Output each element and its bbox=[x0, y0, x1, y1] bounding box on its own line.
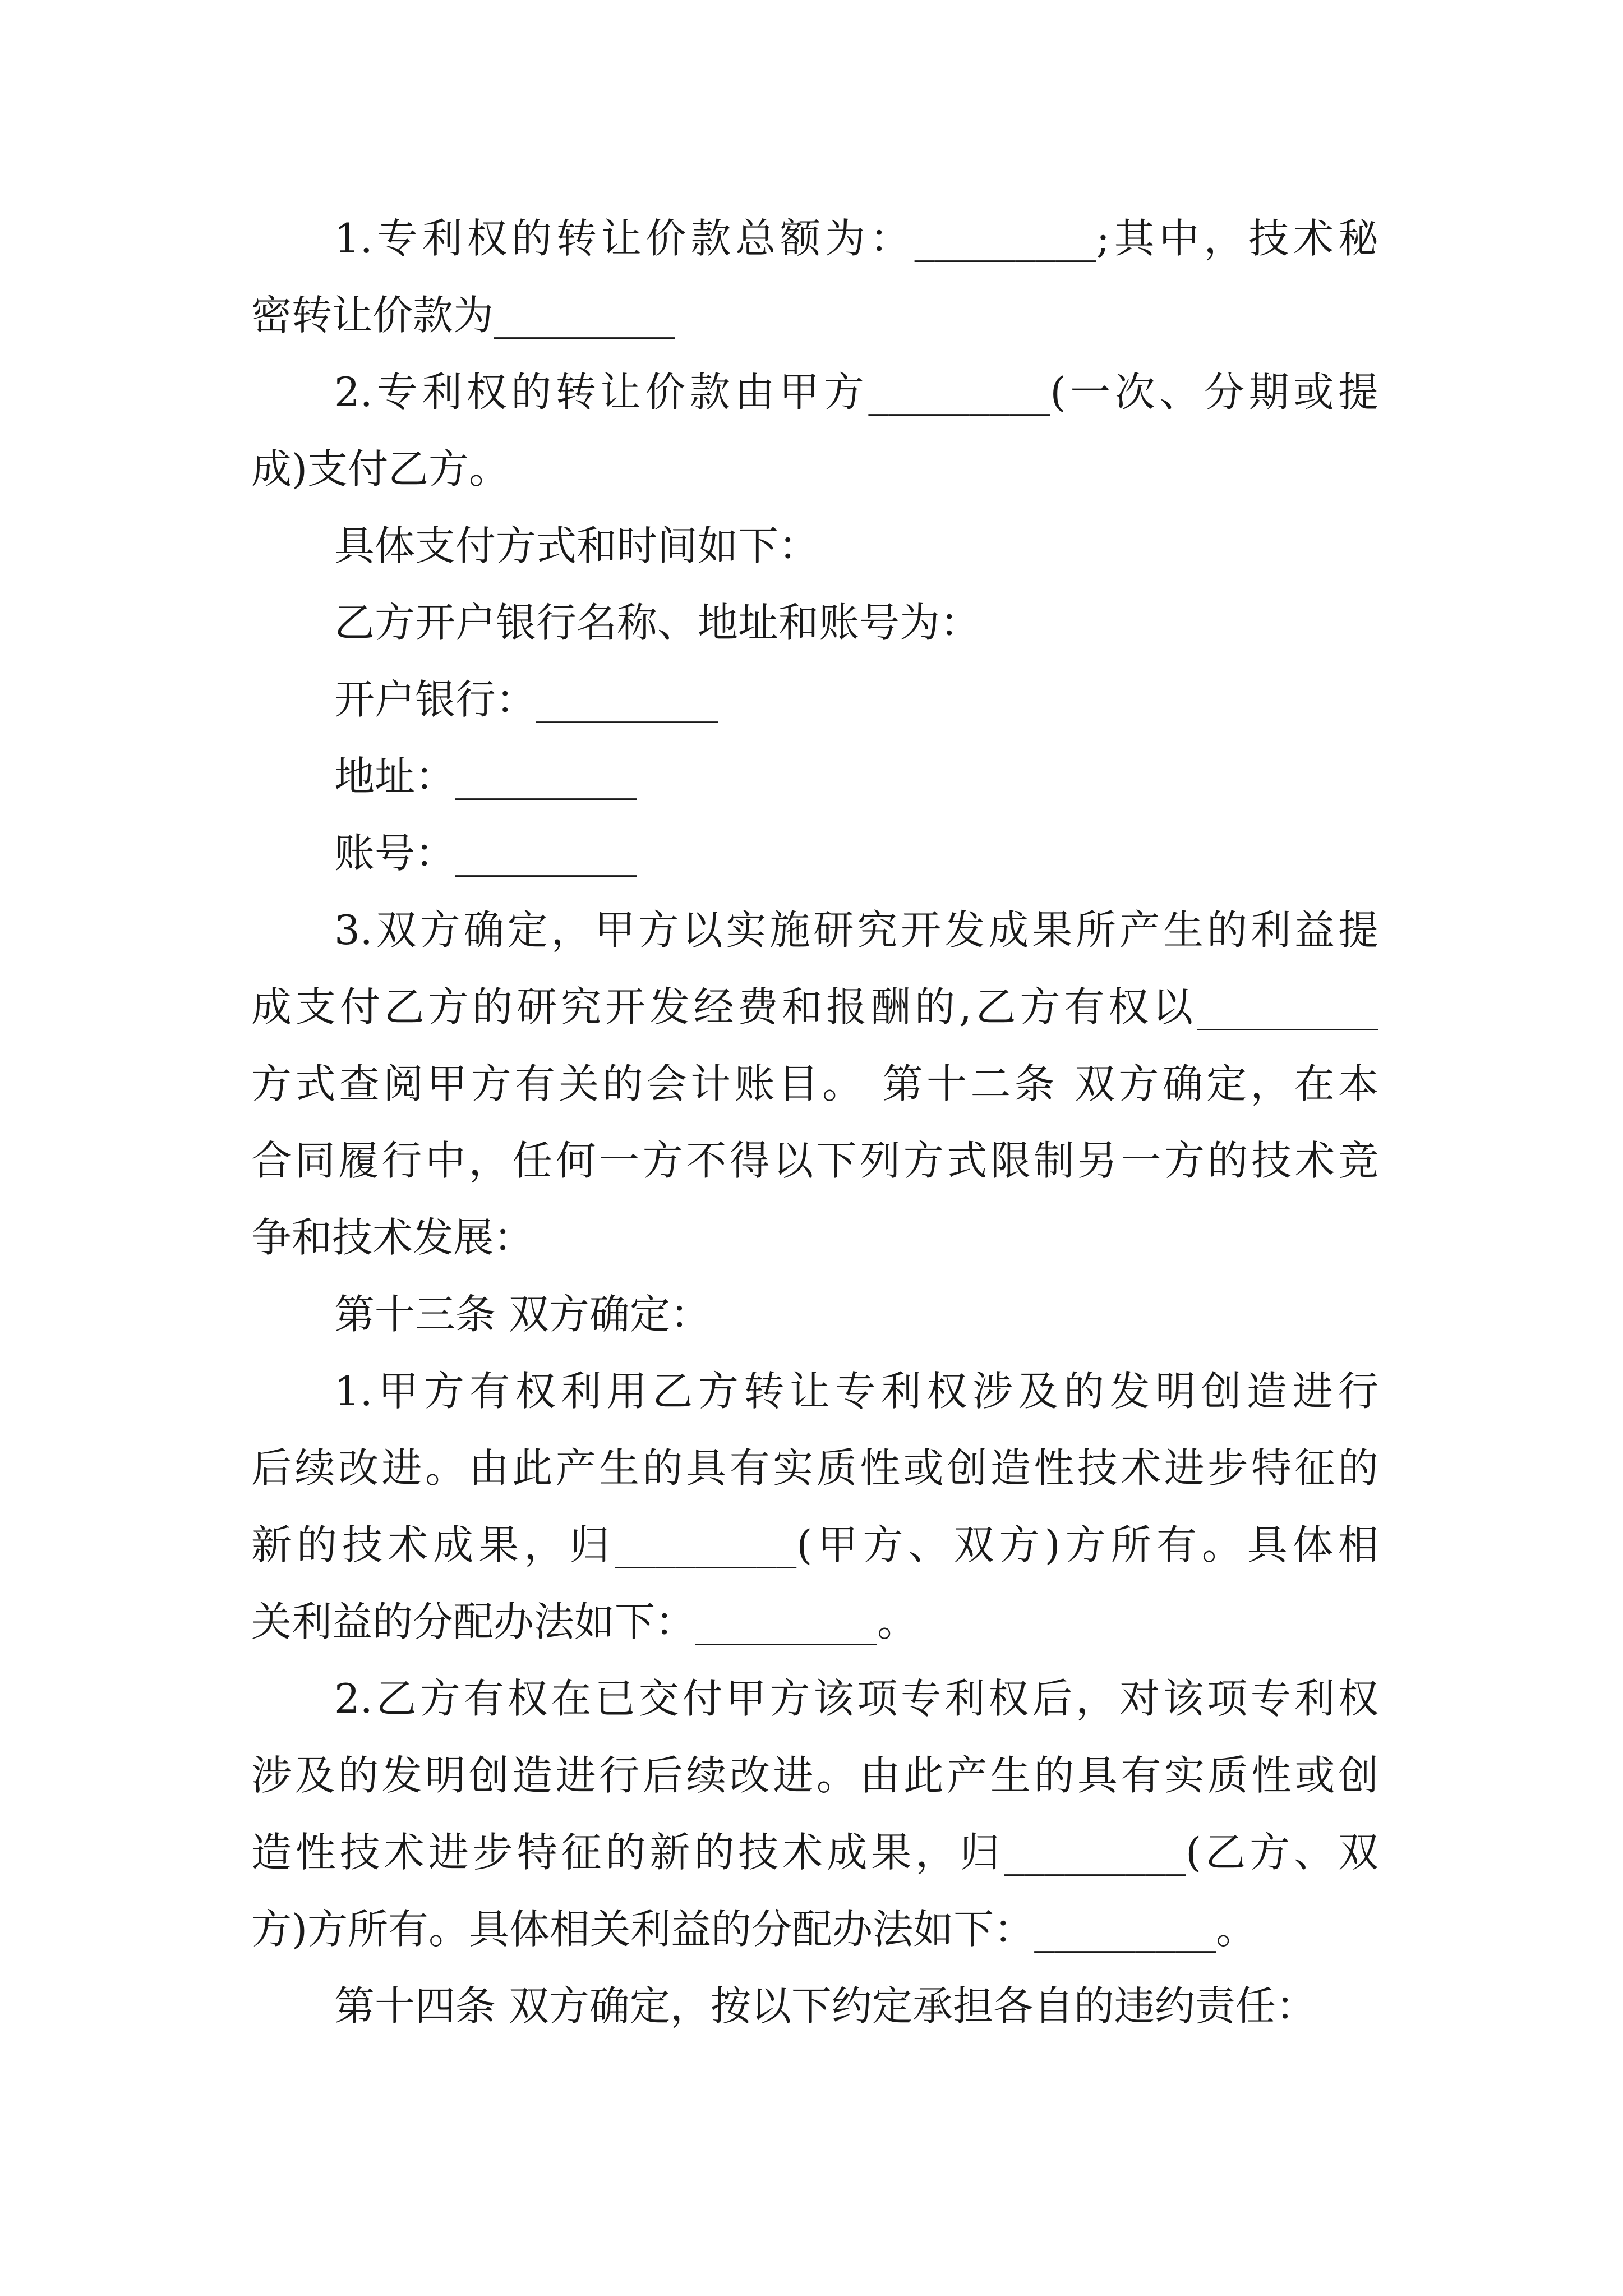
text-line: 地址：_________ bbox=[334, 753, 638, 800]
text-line: 3.双方确定，甲方以实施研究开发成果所产生的利益提 bbox=[334, 907, 1378, 954]
text-line: 合同履行中，任何一方不得以下列方式限制另一方的技术竞 bbox=[251, 1137, 1378, 1184]
section-heading: 第十四条 双方确定，按以下约定承担各自的违约责任： bbox=[334, 1982, 1316, 2030]
text-line: 账号：_________ bbox=[334, 830, 638, 877]
text-line: 方)方所有。具体相关利益的分配办法如下：_________。 bbox=[251, 1906, 1257, 1953]
text-line: 方式查阅甲方有关的会计账目。 第十二条 双方确定，在本 bbox=[251, 1060, 1378, 1107]
text-line: 密转让价款为_________ bbox=[251, 292, 676, 339]
text-line: 2.专利权的转让价款由甲方_________(一次、分期或提 bbox=[334, 369, 1378, 416]
text-line: 2.乙方有权在已交付甲方该项专利权后，对该项专利权 bbox=[334, 1675, 1378, 1722]
text-line: 1.甲方有权利用乙方转让专利权涉及的发明创造进行 bbox=[334, 1368, 1378, 1415]
text-line: 开户银行：_________ bbox=[334, 676, 718, 723]
text-line: 具体支付方式和时间如下： bbox=[334, 522, 819, 569]
section-heading: 第十三条 双方确定： bbox=[334, 1291, 711, 1338]
text-line: 涉及的发明创造进行后续改进。由此产生的具有实质性或创 bbox=[251, 1752, 1378, 1799]
text-line: 新的技术成果，归_________(甲方、双方)方所有。具体相 bbox=[251, 1521, 1378, 1568]
text-line: 乙方开户银行名称、地址和账号为： bbox=[334, 599, 981, 646]
text-line: 争和技术发展： bbox=[251, 1214, 534, 1261]
text-line: 成)支付乙方。 bbox=[251, 445, 510, 493]
text-line: 关利益的分配办法如下：_________。 bbox=[251, 1598, 918, 1645]
text-line: 造性技术进步特征的新的技术成果，归_________(乙方、双 bbox=[251, 1829, 1378, 1876]
text-line: 后续改进。由此产生的具有实质性或创造性技术进步特征的 bbox=[251, 1444, 1378, 1492]
text-line: 成支付乙方的研究开发经费和报酬的,乙方有权以_________ bbox=[251, 983, 1378, 1030]
text-line: 1.专利权的转让价款总额为：_________;其中，技术秘 bbox=[334, 215, 1378, 262]
